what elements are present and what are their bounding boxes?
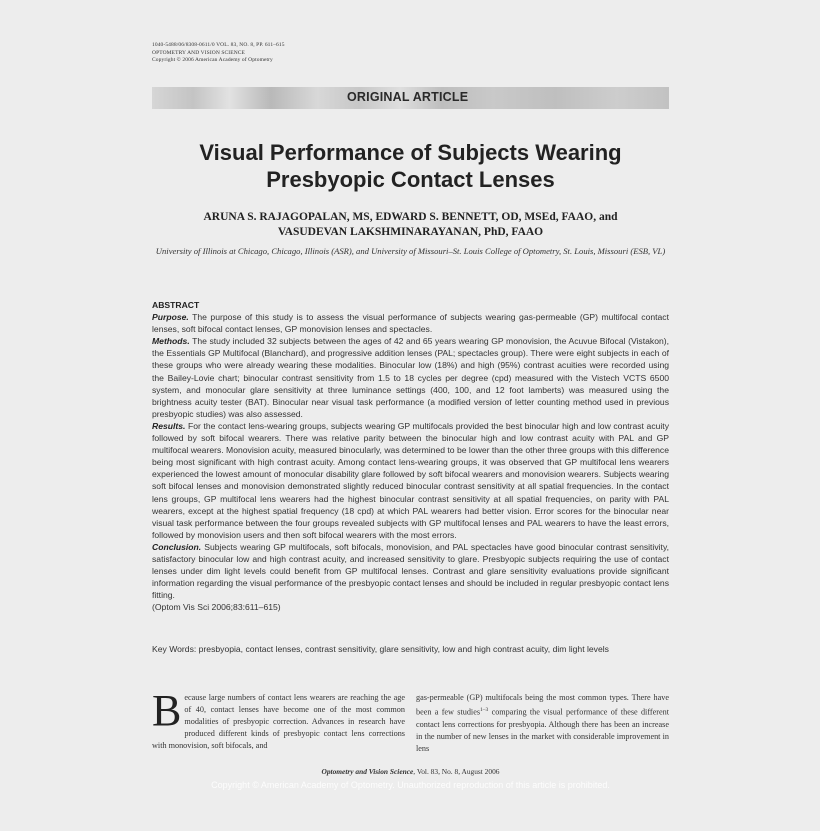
copyright-watermark: Copyright © American Academy of Optometry. Unauthorized reproduction of this article is prohibited. xyxy=(211,780,610,790)
keywords: Key Words: presbyopia, contact lenses, contrast sensitivity, glare sensitivity, low and high contrast acuity, dim light levels xyxy=(152,644,609,654)
body-column-right xyxy=(416,692,669,755)
abstract-results xyxy=(152,420,669,541)
meta-line-2: OPTOMETRY AND VISION SCIENCE xyxy=(152,49,245,56)
author-list xyxy=(152,210,669,240)
purpose-label: Purpose. xyxy=(152,312,189,323)
journal-meta xyxy=(152,42,285,65)
drop-cap: B xyxy=(152,686,182,735)
conclusion-label: Conclusion. xyxy=(152,541,202,552)
title-line-2: Presbyopic Contact Lenses xyxy=(266,167,555,192)
body-column-left xyxy=(152,686,405,752)
results-text: For the contact lens-wearing groups, subjects wearing GP multifocals provided the best binocular high and low contrast acuity followed by soft bifocal wearers. There was relative parity between the binocular high and low contrast acuity with PAL and GP multifocal wearers. Monovision acuity, measured binocularly, was determined to be lower than the other three groups with this difference being most significant with high contrast acuity. Among contact lens-wearing groups, it was observed that GP multifocal lens wearers experienced the lowest amount of monocular disability glare followed by soft bifocal wearers and monovision wearers. Subjects wearing soft bifocal lenses and monovision demonstrated slightly reduced binocular contrast sensitivity at all spatial frequencies. In the contact lens groups, GP multifocal lens wearers had the highest binocular contrast sensitivity at all spatial frequencies, on parity with PAL wearers, except at the highest spatial frequency (18 cpd) at which PAL wearers had better vision. Error scores for the binocular near visual task performance between the four groups revealed subjects with GP multifocal lenses and PAL wearers to have the least errors, followed by monovision users and then soft bifocal wearers with the most errors. xyxy=(152,420,669,540)
meta-line-1: 1040-5488/06/8308-0611/0 VOL. 83, NO. 8, PP. 611–615 xyxy=(152,42,285,48)
body-text-left: ecause large numbers of contact lens wearers are reaching the age of 40, contact lenses have become one of the most common modalities of presbyopic correction. Advances in research have produced different kinds of presbyopic contact lens corrections with monovision, soft bifocals, and xyxy=(152,693,405,751)
article-type-banner xyxy=(152,87,669,109)
authors-line-1: ARUNA S. RAJAGOPALAN, MS, EDWARD S. BENNETT, OD, MSEd, FAAO, and xyxy=(203,211,618,223)
footer-journal: Optometry and Vision Science xyxy=(321,767,414,776)
body-text-right-b: comparing the visual performance of these different contact lens corrections for presbyopia. Although there has been an increase in the number of new lenses in the market with considerable improvement in lens xyxy=(416,707,669,754)
methods-text: The study included 32 subjects between the ages of 42 and 65 years wearing GP monovision, the Acuvue Bifocal (Vistakon), the Essentials GP Multifocal (Blanchard), and progressive addition lenses (PAL; spectacles group). There were eight subjects in each of these groups who were already wearing these modalities. Binocular low (18%) and high (95%) contrast acuities were recorded using the Bailey-Lovie chart; binocular contrast sensitivity from 1.5 to 18 cycles per degree (cpd) measured with the Vistech VCTS 6500 system, and monocular glare sensitivity at three luminance settings (400, 100, and 12 foot lamberts) was measured using the brightness acuity tester (BAT). Binocular near visual task performance (a modified version of letter counting method used in previous presbyopic studies) was also assessed. xyxy=(152,336,669,419)
citation-superscript: 1–3 xyxy=(480,707,489,714)
conclusion-text: Subjects wearing GP multifocals, soft bifocals, monovision, and PAL spectacles have good binocular contrast sensitivity, satisfactory binocular low and high contrast acuity, and increased sensitivity to glare. Presbyopic subjects requiring the use of contact lenses under dim light levels could benefit from GP multifocal lenses. Contrast and glare sensitivity evaluations provide significant information regarding the visual performance of the presbyopic contact lenses and should be included in regular presbyopic contact lens fitting. xyxy=(152,541,669,601)
article-type-label: ORIGINAL ARTICLE xyxy=(347,90,469,104)
abstract-conclusion xyxy=(152,541,669,601)
affiliation: University of Illinois at Chicago, Chicago, Illinois (ASR), and University of Missouri–St. Louis College of Optometry, St. Louis, Missouri (ESB, VL) xyxy=(155,246,666,256)
abstract-purpose xyxy=(152,311,669,335)
page-footer xyxy=(152,767,669,776)
footer-issue: , Vol. 83, No. 8, August 2006 xyxy=(413,767,500,776)
abstract xyxy=(152,299,669,613)
abstract-citation: (Optom Vis Sci 2006;83:611–615) xyxy=(152,602,281,613)
methods-label: Methods. xyxy=(152,336,190,347)
article-title xyxy=(152,139,669,193)
abstract-heading: ABSTRACT xyxy=(152,300,200,310)
meta-line-3: Copyright © 2006 American Academy of Optometry xyxy=(152,57,273,63)
body-text-right-a: gas-permeable (GP) multifocals being the most common types. There have been a few studies xyxy=(416,693,669,717)
title-line-1: Visual Performance of Subjects Wearing xyxy=(199,140,622,165)
abstract-methods xyxy=(152,335,669,420)
purpose-text: The purpose of this study is to assess the visual performance of subjects wearing gas-permeable (GP) multifocal contact lenses, soft bifocal contact lenses, GP monovision lenses and spectacles. xyxy=(152,312,669,335)
authors-line-2: VASUDEVAN LAKSHMINARAYANAN, PhD, FAAO xyxy=(277,226,544,238)
results-label: Results. xyxy=(152,420,186,431)
